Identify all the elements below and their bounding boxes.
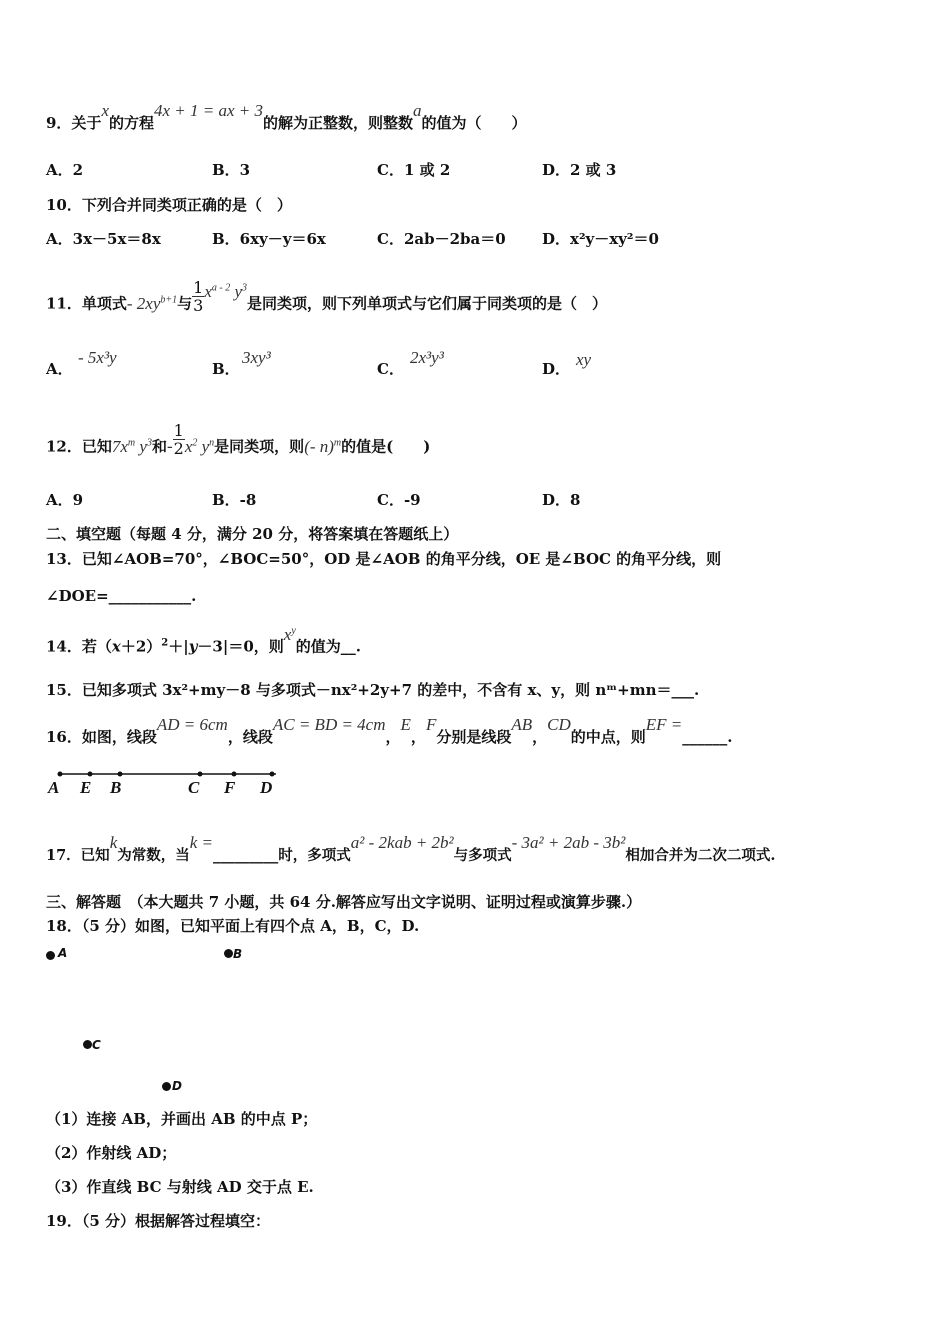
q9-var-x: x: [101, 101, 109, 120]
segment-label-c: C: [188, 778, 200, 797]
q10-option-a: A．3x－5x＝8x: [46, 230, 161, 248]
point-b-dot: [224, 949, 233, 958]
q14-stem: 14．若$(x+2)^2+|y-3|=0$，则$x^y$的值为__.: [46, 624, 361, 656]
q11-option-d-expr: xy: [576, 350, 592, 369]
q9-option-d: D．2 或 3: [542, 161, 617, 179]
section-3-heading: 三、解答题 （本大题共 7 小题，共 64 分.解答应写出文字说明、证明过程或演算步骤.）: [46, 893, 642, 911]
q9-option-b: B．3: [212, 161, 251, 179]
q11-stem: 11．单项式- $2xy^{b+1}$与 $\frac{1}{3}$ $x^{a - 2}$ $y^3$是同类项，则下列单项式与它们属于同类项的是（ ）: [46, 278, 608, 315]
q12-stem: 12．已知$7x^m$ $y^3$和- $\frac{1}{2}$ $x^2$ $y^n$是同类项，则(- n)$^m$的值是( ): [46, 421, 431, 458]
q9-option-c: C．1 或 2: [377, 161, 451, 179]
q10-option-d: D．x²y－xy²＝0: [542, 230, 659, 248]
q18-step-2: （2）作射线 AD；: [46, 1144, 177, 1162]
q10-option-c: C．2ab－2ba＝0: [377, 230, 506, 248]
point-a-label: A: [58, 946, 68, 960]
segment-label-e: E: [80, 778, 92, 797]
point-d-dot: [162, 1082, 171, 1091]
q11-option-a: A．: [46, 360, 73, 378]
point-b-label: B: [233, 947, 243, 961]
q19-stem: 19．（5 分）根据解答过程填空：: [46, 1212, 271, 1230]
q10-stem: 10．下列合并同类项正确的是（ ）: [46, 196, 292, 214]
q12-option-d: D．8: [542, 491, 581, 509]
segment-point-b: [118, 772, 123, 777]
segment-label-a: A: [48, 778, 60, 797]
section-2-heading: 二、填空题（每题 4 分，满分 20 分，将答案填在答题纸上）: [46, 525, 459, 543]
point-c-label: C: [92, 1038, 101, 1052]
q9-option-a: A．2: [46, 161, 84, 179]
q13-line-1: 13．已知∠AOB=70°，∠BOC=50°，OD 是∠AOB 的角平分线，OE 是∠BOC 的角平分线，则: [46, 550, 722, 568]
q12-monomial-1: $7x^m$ $y^3$: [111, 436, 152, 456]
q11-option-b: B．: [212, 360, 240, 378]
segment-point-f: [232, 772, 237, 777]
q18-step-3: （3）作直线 BC 与射线 AD 交于点 E.: [46, 1178, 314, 1196]
point-d-label: D: [172, 1079, 182, 1093]
q17-polynomial-2: - 3a² + 2ab - 3b²: [511, 833, 626, 852]
q11-option-c: C．: [377, 360, 404, 378]
q11-monomial-2: $x^{a - 2}$ $y^3$: [204, 281, 248, 301]
segment-point-e: [88, 772, 93, 777]
q11-option-c-expr: 2x³y³: [410, 348, 444, 367]
segment-label-b: B: [110, 778, 122, 797]
q16-stem: 16．如图，线段AD = 6cm，线段AC = BD = 4cm，E，F分别是线段AB，CD的中点，则EF =______.: [46, 715, 733, 746]
segment-point-a: [58, 772, 63, 777]
segment-label-d: D: [260, 778, 273, 797]
q9-equation: 4x + 1 = ax + 3: [154, 101, 264, 120]
q9-var-a: a: [413, 101, 422, 120]
q12-fraction: $\frac{1}{2}$: [173, 421, 184, 458]
q12-expression: (- n)$^m$: [304, 436, 342, 456]
q17-stem: 17．已知k为常数，当k =_________时，多项式a² - 2kab + 2b²与多项式- 3a² + 2ab - 3b²相加合并为二次二项式.: [46, 833, 776, 864]
q10-option-b: B．6xy－y＝6x: [212, 230, 326, 248]
q18-step-1: （1）连接 AB，并画出 AB 的中点 P；: [46, 1110, 318, 1128]
point-a-dot: [46, 951, 55, 960]
point-c-dot: [83, 1040, 92, 1049]
q11-fraction: $\frac{1}{3}$: [193, 278, 204, 315]
q11-option-a-expr: - 5x³y: [78, 348, 117, 367]
q12-option-b: B．-8: [212, 491, 257, 509]
segment-label-f: F: [224, 778, 236, 797]
q13-line-2: ∠DOE=___________.: [46, 587, 197, 605]
segment-point-d: [270, 772, 275, 777]
q14-power: $x^y$: [283, 624, 296, 644]
q11-option-d: D．: [542, 360, 571, 378]
q15-stem: 15．已知多项式 3x²+my－8 与多项式－nx²+2y+7 的差中，不含有 x、y，则 nᵐ+mn＝___.: [46, 681, 700, 699]
q18-stem: 18．（5 分）如图，已知平面上有四个点 A，B，C，D.: [46, 917, 420, 935]
q11-option-b-expr: 3xy³: [242, 348, 271, 367]
q12-option-a: A．9: [46, 491, 84, 509]
q17-polynomial-1: a² - 2kab + 2b²: [350, 833, 454, 852]
q12-option-c: C．-9: [377, 491, 421, 509]
q12-monomial-2: $x^2$ $y^n$: [184, 436, 215, 456]
q11-monomial-1: - $2xy^{b+1}$: [126, 293, 178, 313]
segment-point-c: [198, 772, 203, 777]
q9-stem: 9．关于x的方程4x + 1 = ax + 3的解为正整数，则整数a的值为（ ）: [46, 101, 527, 132]
